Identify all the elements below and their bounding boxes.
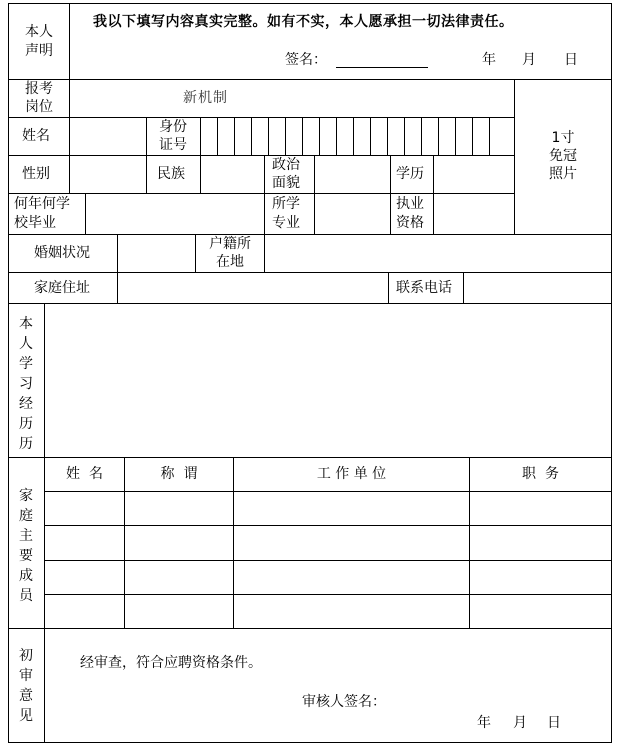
declaration-year: 年 [482,52,496,68]
declaration-day: 日 [564,52,578,68]
review-year: 年 [477,715,491,731]
phone-label: 联系电话 [396,280,452,296]
study-history-area[interactable] [46,305,610,455]
ethnicity-label: 民族 [157,166,185,182]
hukou-label: 户籍所 在地 [209,236,251,270]
gender-label: 性别 [22,166,50,182]
school-label: 何年何学 校毕业 [14,196,70,231]
study-history-label: 本人学习经历历 [19,316,33,452]
political-label: 政治 面貌 [272,157,300,191]
family-members-label: 家庭主要成员 [19,488,33,604]
family-row[interactable] [45,492,611,525]
family-header-name: 姓 名 [66,466,103,482]
family-header-employer: 工 作 单 位 [316,466,387,482]
major-label: 所学 专业 [272,196,300,231]
family-header-position: 职 务 [522,466,559,482]
education-label: 学历 [396,166,424,182]
declaration-label: 本人 声明 [25,24,53,59]
review-label: 初审意见 [19,648,33,724]
family-row[interactable] [45,561,611,594]
review-day: 日 [547,715,561,731]
reviewer-signature-label: 审核人签名： [302,694,386,710]
photo-label: 1寸 免冠 照片 [549,130,577,182]
marital-label: 婚姻状况 [34,245,90,261]
address-label: 家庭住址 [34,280,90,296]
position-label: 报考 岗位 [25,81,53,115]
signature-line[interactable] [336,67,428,68]
declaration-statement: 我以下填写内容真实完整。如有不实，本人愿承担一切法律责任。 [93,14,514,30]
declaration-month: 月 [522,52,536,68]
family-header-relation: 称 谓 [160,466,198,482]
position-value[interactable]: 新机制 [183,90,228,106]
family-row[interactable] [45,526,611,559]
review-month: 月 [513,715,527,731]
name-label: 姓名 [22,128,50,144]
id-label: 身份 证号 [159,119,187,153]
family-row[interactable] [45,595,611,628]
review-opinion: 经审查，符合应聘资格条件。 [80,655,262,671]
signature-label: 签名： [285,52,327,68]
license-label: 执业 资格 [396,196,424,231]
